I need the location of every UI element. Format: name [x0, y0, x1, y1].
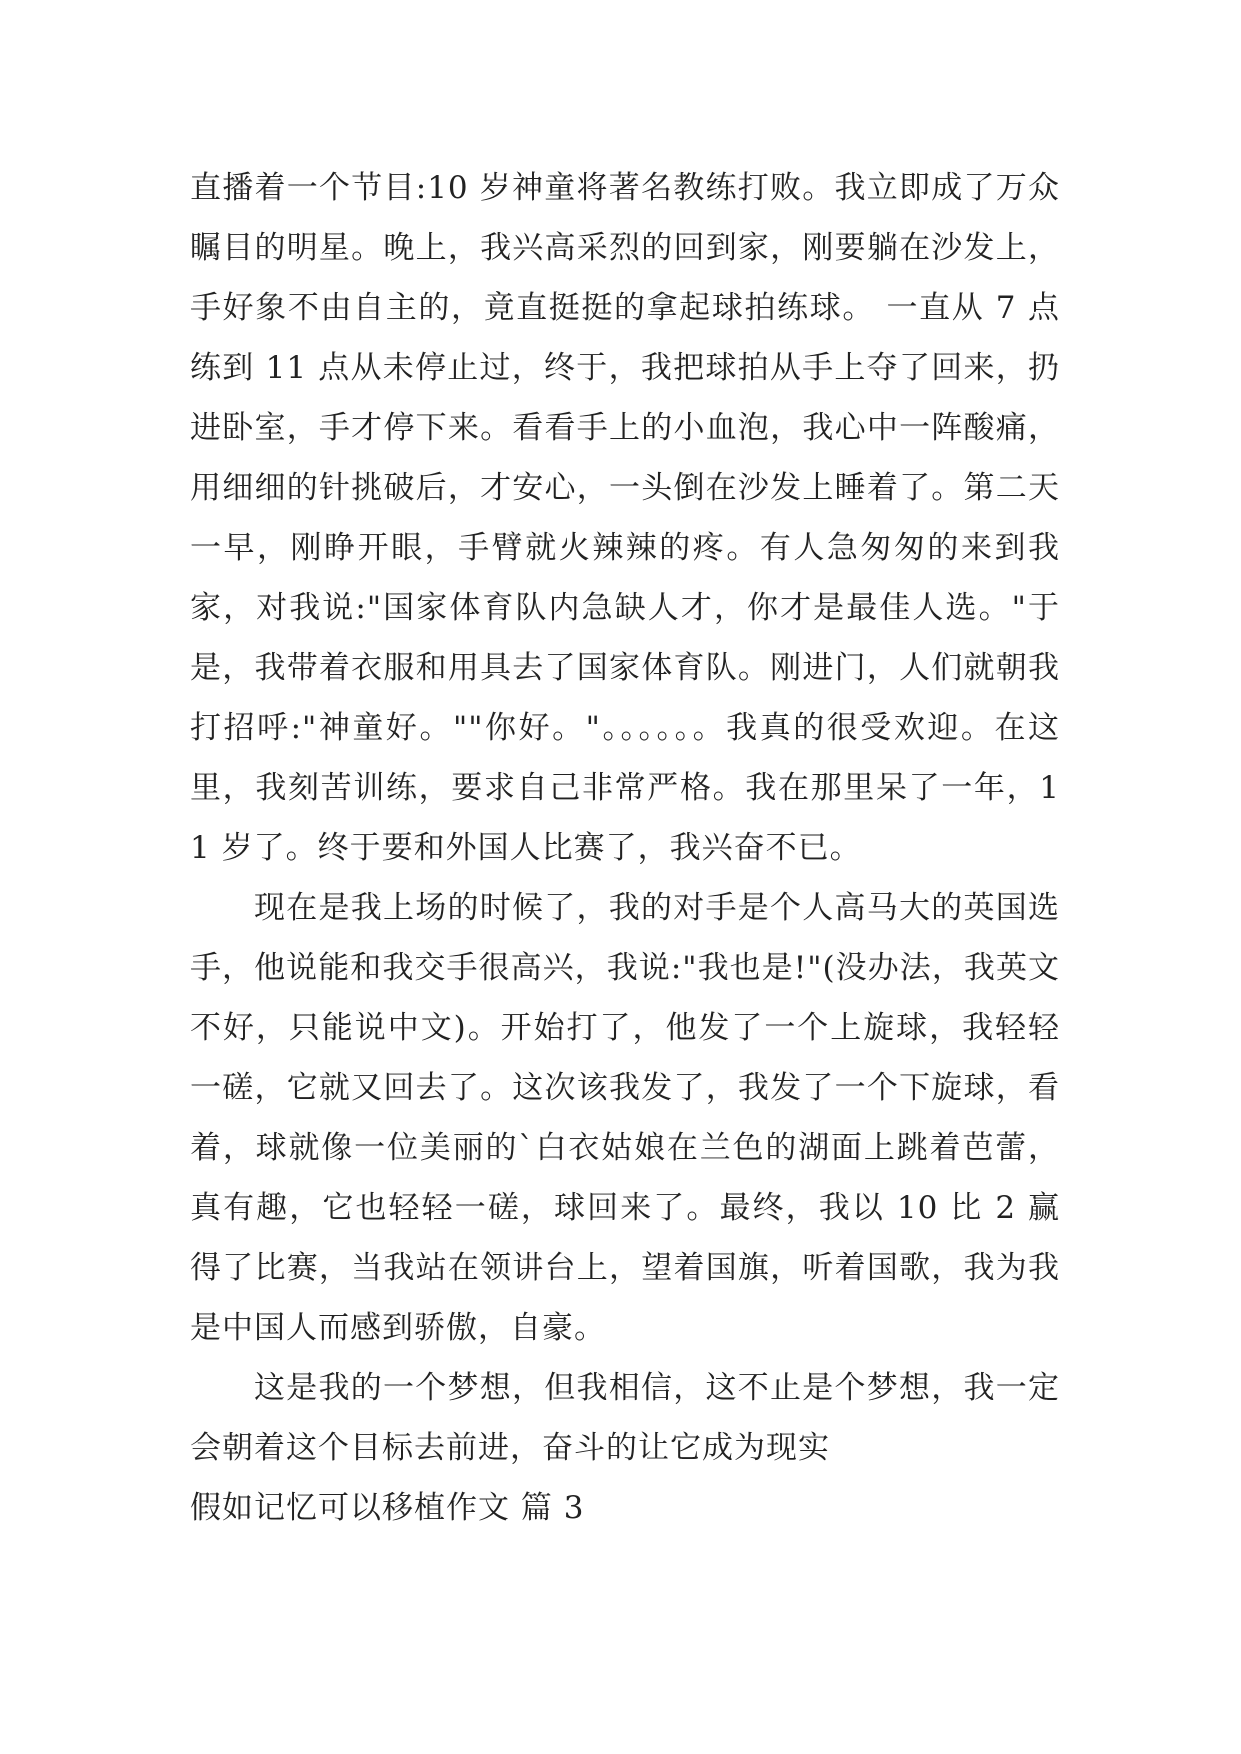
paragraph-3: 这是我的一个梦想，但我相信，这不止是个梦想，我一定会朝着这个目标去前进，奋斗的让它成为现实 — [190, 1370, 1060, 1466]
section-heading: 假如记忆可以移植作文 篇 3 — [190, 1490, 585, 1526]
document-body — [190, 158, 1060, 1538]
paragraph-1: 直播着一个节目:10 岁神童将著名教练打败。我立即成了万众瞩目的明星。晚上，我兴高采烈的回到家，刚要躺在沙发上，手好象不由自主的，竟直挺挺的拿起球拍练球。 一直从 7 点练到 11 点从未停止过，终于，我把球拍从手上夺了回来，扔进卧室，手才停下来。看看手上的小血泡，我心中一阵酸痛，用细细的针挑破后，才安心，一头倒在沙发上睡着了。第二天一早，刚睁开眼，手臂就火辣辣的疼。有人急匆匆的来到我家，对我说:"国家体育队内急缺人才，你才是最佳人选。"于是，我带着衣服和用具去了国家体育队。刚进门，人们就朝我打招呼:"神童好。""你好。"。。。。。。我真的很受欢迎。在这里，我刻苦训练，要求自己非常严格。我在那里呆了一年，11 岁了。终于要和外国人比赛了，我兴奋不已。 — [190, 170, 1060, 866]
paragraph-2: 现在是我上场的时候了，我的对手是个人高马大的英国选手，他说能和我交手很高兴，我说:"我也是!"(没办法，我英文不好，只能说中文)。开始打了，他发了一个上旋球，我轻轻一磋，它就又回去了。这次该我发了，我发了一个下旋球，看着，球就像一位美丽的`白衣姑娘在兰色的湖面上跳着芭蕾，真有趣，它也轻轻一磋，球回来了。最终，我以 10 比 2 赢得了比赛，当我站在领讲台上，望着国旗，听着国歌，我为我是中国人而感到骄傲，自豪。 — [190, 890, 1060, 1346]
